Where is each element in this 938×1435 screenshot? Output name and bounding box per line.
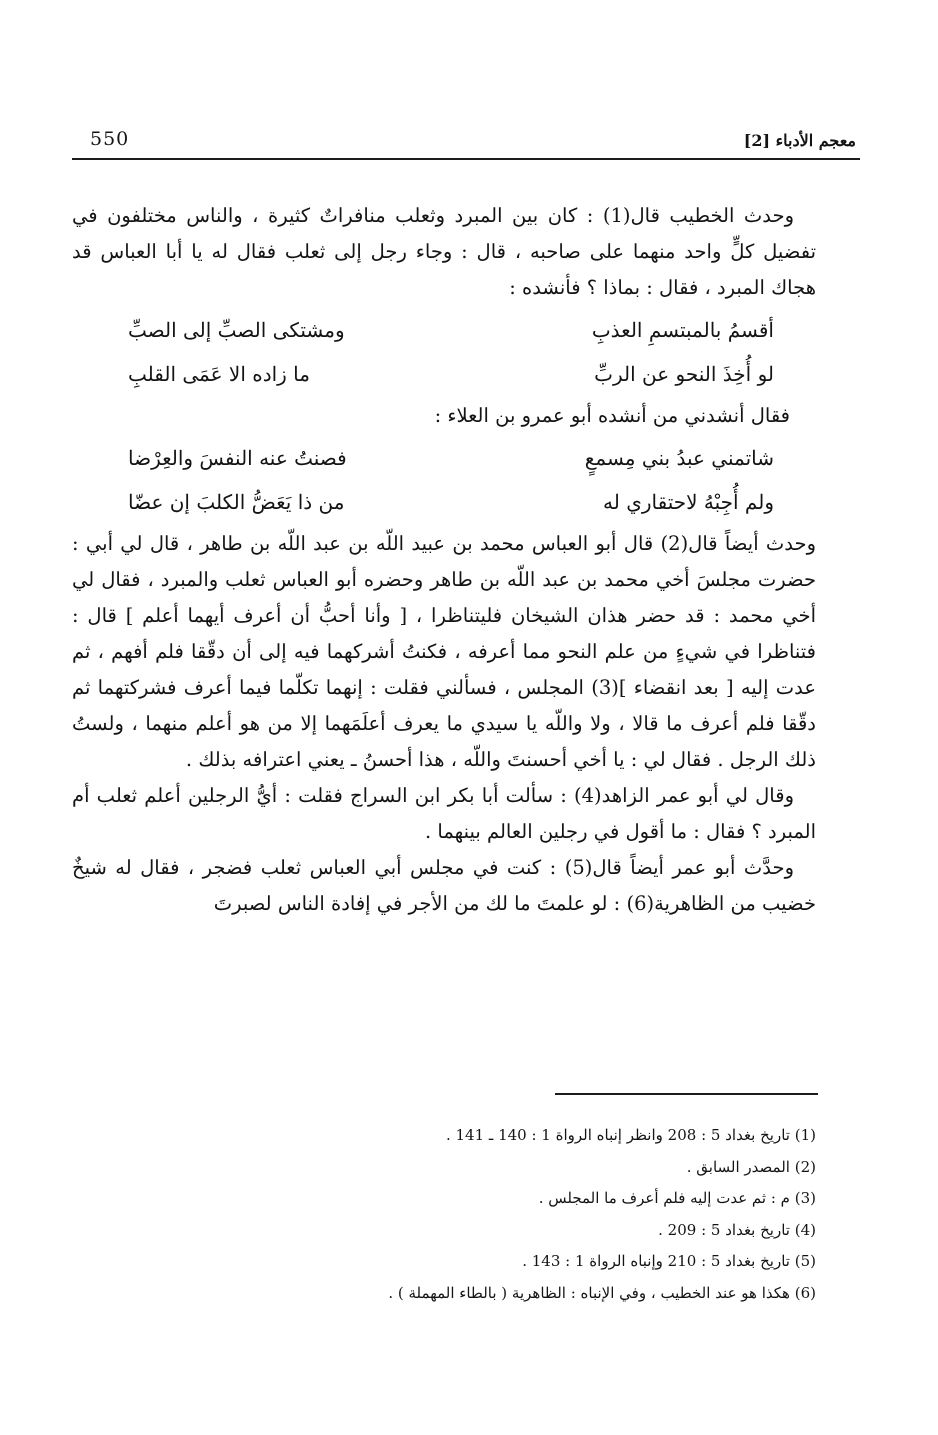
- footnote: (6) هكذا هو عند الخطيب ، وفي الإنباه : الظاهرية ( بالطاء المهملة ) .: [388, 1283, 816, 1302]
- hemistich-right: ولم أُجِبْهُ لاحتقاري له: [603, 490, 774, 514]
- hemistich-left: ما زاده الا عَمَى القلبِ: [128, 362, 310, 386]
- paragraph-4: وقال لي أبو عمر الزاهد(4) : سألت أبا بكر ابن السراج فقلت : أيُّ الرجلين أعلم ثعلب أم المبرد ؟ فقال : ما أقول في رجلين العالم بينهما .: [72, 784, 816, 843]
- paragraph-3: وحدث أيضاً قال(2) قال أبو العباس محمد بن عبيد اللّه بن عبد اللّه بن طاهر ، قال لي أبي : حضرت مجلسَ أخي محمد بن عبد اللّه بن طاهر وحضره أبو العباس ثعلب والمبرد ، فقال لي أخي محمد : قد حضر هذان الشيخان فليتناظرا ، [ وأنا أحبُّ أن أعرف أيهما أعلم ] قال : فتناظرا في شيءٍ من علم النحو مما أعرفه ، فكنتُ أشركهما فيه إلى أن دقّقا فلم أفهم ، ثم عدت إليه [ بعد انقضاء ](3) المجلس ، فسألني فقلت : إنهما تكلّما فيما أعرف فشركتهما ثم دقّقا فلم أعرف ما قالا ، ولا واللّه يا سيدي ما يعرف أعلَمَهما إلا من هو أعلم منهما ، ولستُ ذلك الرجل . فقال لي : يا أخي أحسنتَ واللّه ، هذا أحسنُ ـ يعني اعترافه بذلك .: [72, 532, 816, 771]
- running-title: معجم الأدباء [2]: [743, 131, 856, 150]
- poem-line: [72, 436, 816, 480]
- footnote: (3) م : ثم عدت إليه فلم أعرف ما المجلس .: [538, 1189, 816, 1207]
- page-number: 550: [90, 128, 130, 150]
- footnote: (1) تاريخ بغداد 5 : 208 وانظر إنباه الرواة 1 : 140 ـ 141 .: [445, 1126, 816, 1144]
- footnote: (2) المصدر السابق .: [686, 1157, 816, 1176]
- hemistich-left: ومشتكى الصبِّ إلى الصبِّ: [128, 318, 345, 342]
- hemistich-right: لو أُخِذَ النحو عن الربِّ: [594, 362, 774, 386]
- footnote: (5) تاريخ بغداد 5 : 210 وإنباه الرواة 1 : 143 .: [522, 1252, 816, 1270]
- paragraph-2: فقال أنشدني من أنشده أبو عمرو بن العلاء :: [434, 404, 790, 427]
- body-text: [72, 198, 816, 922]
- footnote-rule: [555, 1093, 818, 1095]
- paragraph-5: وحدَّث أبو عمر أيضاً قال(5) : كنت في مجلس أبي العباس ثعلب فضجر ، فقال له شيخٌ خضيب من الظاهرية(6) : لو علمتَ ما لك من الأجر في إفادة الناس لصبرتَ: [72, 856, 816, 915]
- poem-line: [72, 352, 816, 396]
- poem-2: [72, 436, 816, 524]
- footnotes: [72, 1120, 816, 1309]
- hemistich-right: شاتمني عبدُ بني مِسمعٍ: [584, 446, 774, 470]
- poem-line: [72, 480, 816, 524]
- hemistich-left: من ذا يَعَضُّ الكلبَ إن عضّا: [128, 490, 345, 514]
- poem-1: [72, 308, 816, 396]
- footnote: (4) تاريخ بغداد 5 : 209 .: [658, 1220, 816, 1239]
- hemistich-left: فصنتُ عنه النفسَ والعِرْضا: [128, 446, 347, 470]
- paragraph-1: وحدث الخطيب قال(1) : كان بين المبرد وثعلب منافراتٌ كثيرة ، والناس مختلفون في تفضيل كلٍّ واحد منهما على صاحبه ، قال : وجاء رجل إلى ثعلب فقال له يا أبا العباس قد هجاك المبرد ، فقال : بماذا ؟ فأنشده :: [72, 204, 816, 299]
- hemistich-right: أقسمُ بالمبتسمِ العذبِ: [591, 318, 774, 342]
- poem-line: [72, 308, 816, 352]
- header-rule: [72, 158, 860, 160]
